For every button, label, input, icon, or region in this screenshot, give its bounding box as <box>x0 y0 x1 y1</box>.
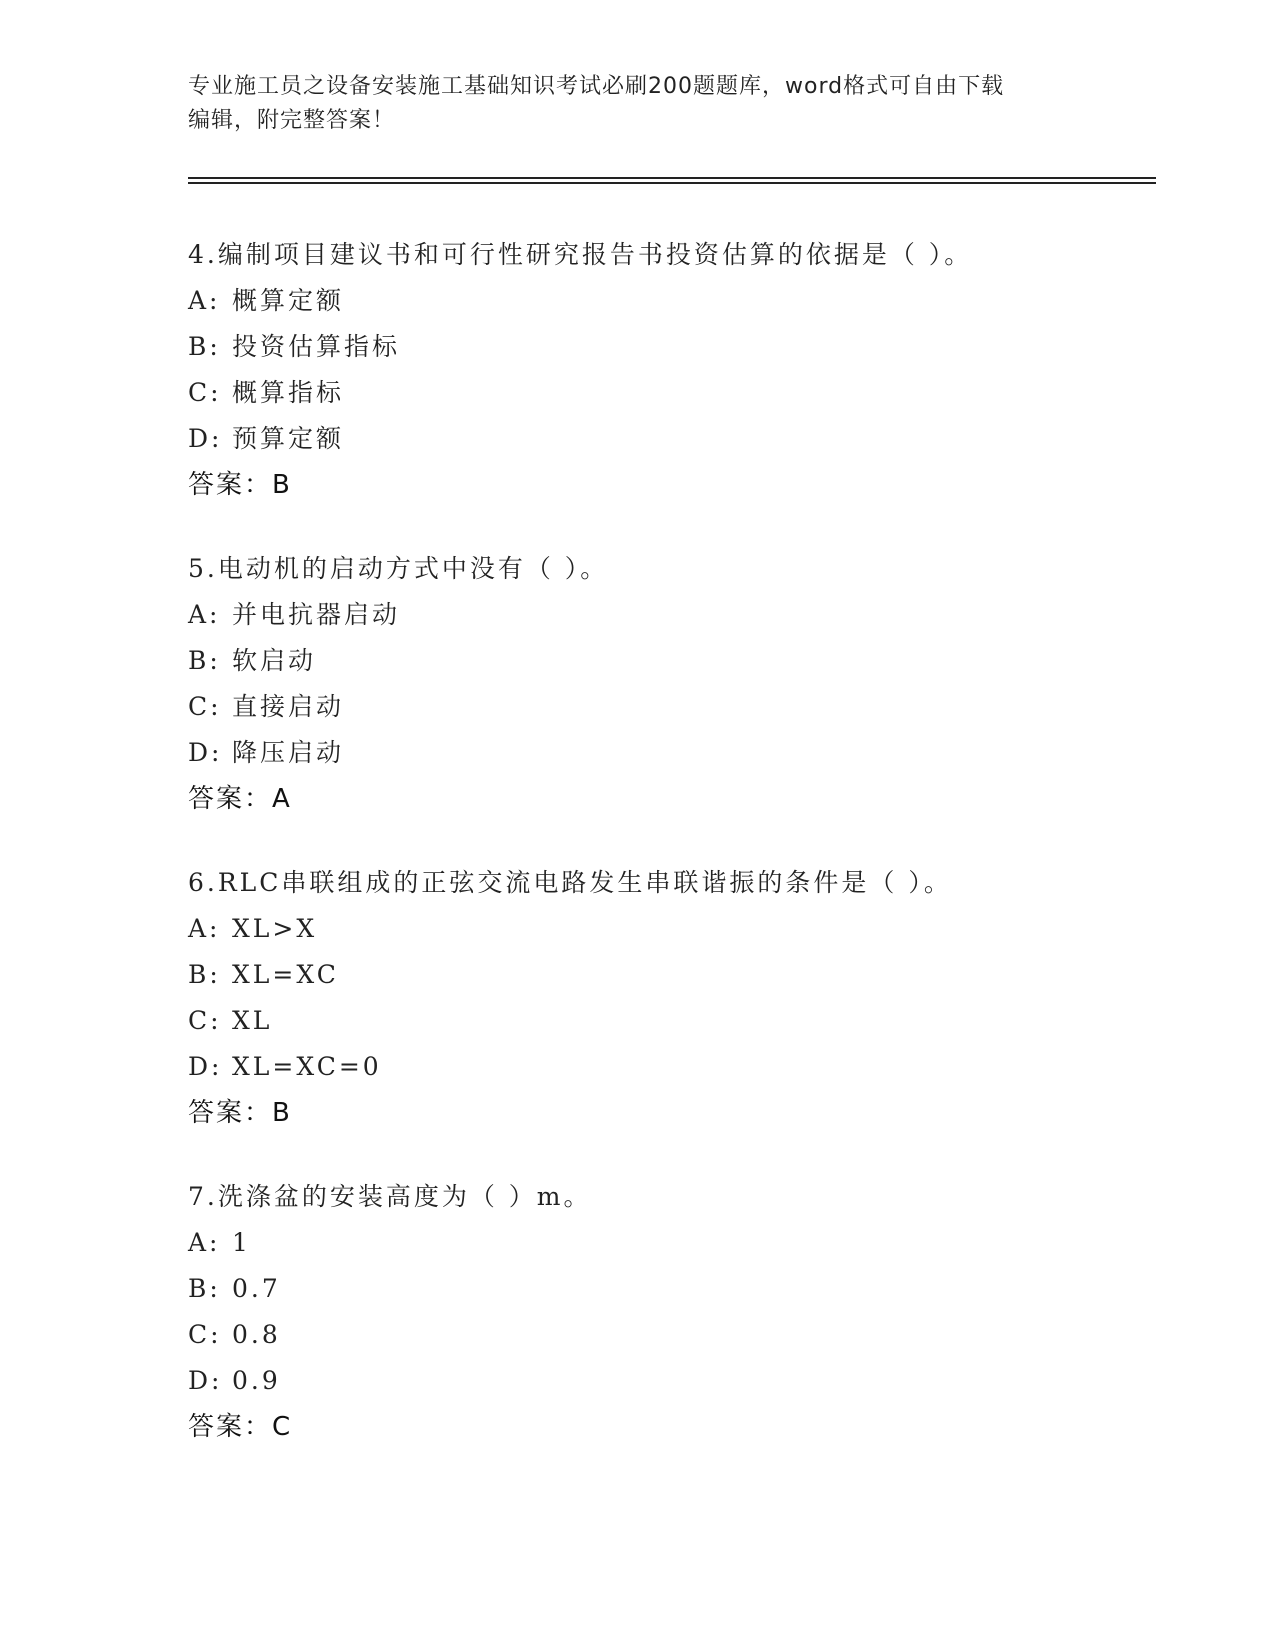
question-item <box>188 1174 1156 1450</box>
option-b <box>188 952 1156 998</box>
question-item <box>188 860 1156 1136</box>
option-letter: C: <box>188 378 222 407</box>
option-text: 软启动 <box>232 646 317 675</box>
option-letter: A: <box>188 600 221 629</box>
option-letter: A: <box>188 1228 221 1257</box>
option-c <box>188 998 1156 1044</box>
document-header <box>188 70 1088 138</box>
question-stem: 7.洗涤盆的安装高度为（ ）m。 <box>188 1182 592 1211</box>
question-item <box>188 232 1156 508</box>
option-letter: A: <box>188 914 221 943</box>
question-stem: 6.RLC串联组成的正弦交流电路发生串联谐振的条件是（ ）。 <box>188 868 952 897</box>
answer-line: 答案：A <box>188 784 292 814</box>
option-text: 0.8 <box>232 1320 281 1349</box>
option-text: XL=XC=0 <box>232 1052 382 1081</box>
option-letter: C: <box>188 1320 222 1349</box>
option-letter: A: <box>188 286 221 315</box>
option-letter: B: <box>188 332 221 361</box>
header-divider-bottom <box>188 182 1156 184</box>
option-text: 并电抗器启动 <box>232 600 401 629</box>
question-stem: 5.电动机的启动方式中没有（ ）。 <box>188 554 609 583</box>
option-c <box>188 684 1156 730</box>
option-text: 预算定额 <box>232 424 345 453</box>
option-letter: B: <box>188 960 221 989</box>
option-text: 直接启动 <box>232 692 345 721</box>
option-letter: D: <box>188 1366 223 1395</box>
option-text: 0.7 <box>232 1274 281 1303</box>
option-a <box>188 906 1156 952</box>
header-divider-top <box>188 177 1156 179</box>
option-letter: D: <box>188 738 223 767</box>
option-d <box>188 730 1156 776</box>
option-text: 投资估算指标 <box>232 332 401 361</box>
question-stem: 4.编制项目建议书和可行性研究报告书投资估算的依据是（ ）。 <box>188 240 973 269</box>
option-text: XL <box>232 1006 273 1035</box>
option-c <box>188 1312 1156 1358</box>
question-item <box>188 546 1156 822</box>
option-b <box>188 638 1156 684</box>
option-a <box>188 592 1156 638</box>
option-text: XL=XC <box>232 960 339 989</box>
option-letter: B: <box>188 1274 221 1303</box>
option-text: 概算指标 <box>232 378 345 407</box>
question-list <box>188 232 1156 1450</box>
option-text: 降压启动 <box>232 738 345 767</box>
option-letter: C: <box>188 692 222 721</box>
option-b <box>188 324 1156 370</box>
option-d <box>188 416 1156 462</box>
option-text: 0.9 <box>232 1366 281 1395</box>
option-a <box>188 1220 1156 1266</box>
option-c <box>188 370 1156 416</box>
option-letter: D: <box>188 1052 223 1081</box>
option-b <box>188 1266 1156 1312</box>
answer-line: 答案：B <box>188 1098 292 1128</box>
answer-line: 答案：C <box>188 1412 293 1442</box>
option-text: 概算定额 <box>232 286 345 315</box>
header-line-2: 编辑，附完整答案！ <box>188 108 396 133</box>
option-letter: D: <box>188 424 223 453</box>
option-d <box>188 1044 1156 1090</box>
option-letter: B: <box>188 646 221 675</box>
option-text: XL>X <box>232 914 318 943</box>
header-line-1: 专业施工员之设备安装施工基础知识考试必刷200题题库，word格式可自由下载 <box>188 74 1005 99</box>
option-d <box>188 1358 1156 1404</box>
option-letter: C: <box>188 1006 222 1035</box>
option-a <box>188 278 1156 324</box>
option-text: 1 <box>232 1228 251 1257</box>
answer-line: 答案：B <box>188 470 292 500</box>
